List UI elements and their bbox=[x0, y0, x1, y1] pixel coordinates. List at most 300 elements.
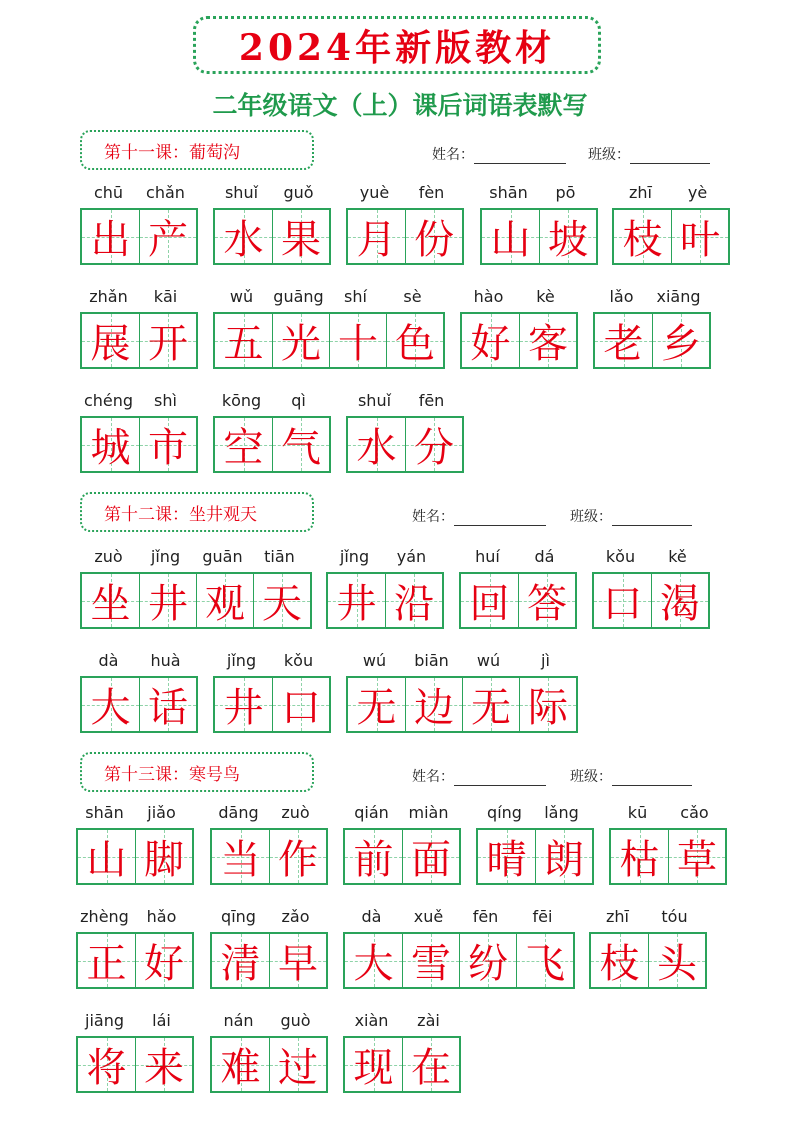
character-cell[interactable] bbox=[652, 314, 709, 367]
hanzi-character: 枝 bbox=[599, 941, 640, 987]
pinyin-row bbox=[76, 1008, 194, 1034]
pinyin: shuǐ bbox=[357, 391, 392, 410]
pinyin: shuǐ bbox=[224, 183, 259, 202]
character-cell[interactable] bbox=[78, 934, 135, 987]
pinyin-row bbox=[80, 544, 312, 570]
hanzi-character: 开 bbox=[148, 321, 188, 367]
vocab-word bbox=[593, 284, 711, 369]
hanzi-character: 过 bbox=[278, 1045, 318, 1091]
tianzige-grid bbox=[76, 932, 194, 989]
hanzi-character: 口 bbox=[281, 685, 321, 731]
character-cell[interactable] bbox=[518, 574, 575, 627]
hanzi-character: 无 bbox=[471, 685, 511, 731]
character-cell[interactable] bbox=[135, 1038, 192, 1091]
pinyin-row bbox=[80, 180, 198, 206]
character-cell[interactable] bbox=[402, 830, 459, 883]
hanzi-character: 观 bbox=[205, 581, 245, 627]
word-row bbox=[0, 1008, 800, 1104]
pinyin-row bbox=[609, 800, 727, 826]
pinyin: wǔ bbox=[229, 287, 254, 306]
pinyin: guǒ bbox=[283, 183, 314, 202]
character-cell[interactable] bbox=[139, 418, 196, 471]
pinyin: lǎng bbox=[544, 803, 579, 822]
hanzi-character: 展 bbox=[90, 321, 131, 367]
character-cell[interactable] bbox=[139, 210, 196, 263]
character-cell[interactable] bbox=[328, 574, 385, 627]
tianzige-grid bbox=[213, 208, 331, 265]
hanzi-character: 雪 bbox=[411, 941, 451, 987]
class-field bbox=[570, 506, 692, 526]
character-cell[interactable] bbox=[272, 418, 329, 471]
character-cell[interactable] bbox=[459, 934, 516, 987]
hanzi-character: 当 bbox=[220, 837, 261, 883]
character-cell[interactable] bbox=[215, 418, 272, 471]
hanzi-character: 正 bbox=[86, 941, 127, 987]
pinyin-row bbox=[76, 800, 194, 826]
vocab-word bbox=[609, 800, 727, 885]
tianzige-grid bbox=[346, 416, 464, 473]
hanzi-character: 将 bbox=[86, 1045, 127, 1091]
vocab-word bbox=[76, 1008, 194, 1093]
name-field-label: 姓名： bbox=[432, 147, 474, 163]
character-cell[interactable] bbox=[348, 210, 405, 263]
class-field-blank[interactable] bbox=[630, 149, 710, 164]
pinyin: chǎn bbox=[146, 183, 185, 202]
hanzi-character: 空 bbox=[223, 425, 264, 471]
hanzi-character: 坡 bbox=[548, 217, 588, 263]
word-row bbox=[0, 180, 800, 276]
pinyin: wú bbox=[362, 651, 387, 670]
vocab-word bbox=[213, 648, 331, 733]
tianzige-grid bbox=[76, 1036, 194, 1093]
character-cell[interactable] bbox=[212, 830, 269, 883]
character-cell[interactable] bbox=[348, 678, 405, 731]
hanzi-character: 井 bbox=[336, 581, 377, 627]
hanzi-character: 朗 bbox=[544, 837, 584, 883]
hanzi-character: 无 bbox=[356, 685, 397, 731]
character-cell[interactable] bbox=[82, 678, 139, 731]
pinyin: chū bbox=[93, 183, 124, 202]
character-cell[interactable] bbox=[139, 314, 196, 367]
character-cell[interactable] bbox=[462, 314, 519, 367]
name-field bbox=[412, 766, 546, 786]
pinyin: kè bbox=[536, 287, 555, 306]
hanzi-character: 难 bbox=[220, 1045, 261, 1091]
hanzi-character: 五 bbox=[223, 321, 264, 367]
character-cell[interactable] bbox=[78, 1038, 135, 1091]
vocab-word bbox=[346, 388, 464, 473]
hanzi-character: 色 bbox=[395, 321, 435, 367]
pinyin: huí bbox=[475, 547, 500, 566]
vocab-word bbox=[210, 904, 328, 989]
pinyin: kě bbox=[668, 547, 687, 566]
character-cell[interactable] bbox=[405, 210, 462, 263]
pinyin: sè bbox=[403, 287, 422, 306]
vocab-word bbox=[80, 388, 198, 473]
character-cell[interactable] bbox=[405, 418, 462, 471]
pinyin-row bbox=[80, 388, 198, 414]
hanzi-character: 晴 bbox=[486, 837, 527, 883]
pinyin-row bbox=[80, 284, 198, 310]
vocab-word bbox=[76, 904, 194, 989]
hanzi-character: 大 bbox=[353, 941, 394, 987]
pinyin: dà bbox=[98, 651, 119, 670]
character-cell[interactable] bbox=[212, 934, 269, 987]
pinyin: xiāng bbox=[656, 287, 701, 306]
hanzi-character: 叶 bbox=[680, 217, 720, 263]
word-row bbox=[0, 388, 800, 484]
character-cell[interactable] bbox=[402, 1038, 459, 1091]
pinyin: lái bbox=[152, 1011, 171, 1030]
tianzige-grid bbox=[213, 416, 331, 473]
tianzige-grid bbox=[593, 312, 711, 369]
hanzi-character: 山 bbox=[86, 837, 127, 883]
pinyin: zhī bbox=[629, 183, 652, 202]
hanzi-character: 飞 bbox=[525, 941, 565, 987]
vocab-word bbox=[80, 284, 198, 369]
character-cell[interactable] bbox=[385, 574, 442, 627]
hanzi-character: 坐 bbox=[90, 581, 131, 627]
vocab-word bbox=[343, 1008, 461, 1093]
word-row bbox=[0, 904, 800, 1000]
hanzi-character: 份 bbox=[414, 217, 454, 263]
class-field-label: 班级： bbox=[570, 769, 612, 785]
word-row bbox=[0, 544, 800, 640]
character-cell[interactable] bbox=[269, 934, 326, 987]
character-cell[interactable] bbox=[269, 830, 326, 883]
pinyin-row bbox=[346, 180, 464, 206]
hanzi-character: 天 bbox=[262, 581, 302, 627]
character-cell[interactable] bbox=[82, 574, 139, 627]
character-cell[interactable] bbox=[272, 678, 329, 731]
vocab-word bbox=[326, 544, 444, 629]
hanzi-character: 话 bbox=[148, 685, 188, 731]
character-cell[interactable] bbox=[611, 830, 668, 883]
hanzi-character: 草 bbox=[677, 837, 717, 883]
character-cell[interactable] bbox=[402, 934, 459, 987]
pinyin: zhī bbox=[606, 907, 629, 926]
vocab-word bbox=[346, 180, 464, 265]
hanzi-character: 井 bbox=[223, 685, 264, 731]
pinyin-row bbox=[210, 1008, 328, 1034]
vocab-word bbox=[80, 544, 312, 629]
pinyin: wú bbox=[476, 651, 501, 670]
pinyin: fēi bbox=[532, 907, 553, 926]
character-cell[interactable] bbox=[519, 314, 576, 367]
hanzi-character: 十 bbox=[338, 321, 378, 367]
hanzi-character: 作 bbox=[278, 837, 318, 883]
pinyin-row bbox=[213, 180, 331, 206]
lesson-title: 第十二课：坐井观天 bbox=[80, 492, 314, 532]
pinyin: shān bbox=[489, 183, 528, 202]
pinyin: fēn bbox=[418, 391, 445, 410]
character-cell[interactable] bbox=[212, 1038, 269, 1091]
character-cell[interactable] bbox=[196, 574, 253, 627]
character-cell[interactable] bbox=[215, 314, 272, 367]
tianzige-grid bbox=[592, 572, 710, 629]
pinyin: yán bbox=[396, 547, 427, 566]
hanzi-character: 头 bbox=[657, 941, 697, 987]
tianzige-grid bbox=[476, 828, 594, 885]
pinyin: kāi bbox=[153, 287, 178, 306]
hanzi-character: 好 bbox=[470, 321, 511, 367]
vocab-word bbox=[213, 180, 331, 265]
hanzi-character: 好 bbox=[144, 941, 184, 987]
character-cell[interactable] bbox=[462, 678, 519, 731]
hanzi-character: 回 bbox=[469, 581, 510, 627]
tianzige-grid bbox=[80, 676, 198, 733]
pinyin-row bbox=[459, 544, 577, 570]
character-cell[interactable] bbox=[519, 678, 576, 731]
lesson-title: 第十一课：葡萄沟 bbox=[80, 130, 314, 170]
vocab-word bbox=[210, 1008, 328, 1093]
pinyin-row bbox=[480, 180, 598, 206]
tianzige-grid bbox=[76, 828, 194, 885]
pinyin: nán bbox=[223, 1011, 254, 1030]
pinyin-row bbox=[76, 904, 194, 930]
class-field-blank[interactable] bbox=[612, 771, 692, 786]
vocab-word bbox=[80, 648, 198, 733]
character-cell[interactable] bbox=[614, 210, 671, 263]
character-cell[interactable] bbox=[82, 210, 139, 263]
pinyin: guāng bbox=[273, 287, 324, 306]
pinyin-row bbox=[593, 284, 711, 310]
page-subtitle: 二年级语文（上）课后词语表默写 bbox=[212, 91, 588, 120]
character-cell[interactable] bbox=[516, 934, 573, 987]
pinyin-row bbox=[213, 284, 445, 310]
character-cell[interactable] bbox=[671, 210, 728, 263]
character-cell[interactable] bbox=[345, 1038, 402, 1091]
tianzige-grid bbox=[343, 828, 461, 885]
character-cell[interactable] bbox=[139, 678, 196, 731]
character-cell[interactable] bbox=[139, 574, 196, 627]
pinyin-row bbox=[80, 648, 198, 674]
vocab-word bbox=[80, 180, 198, 265]
title-frame bbox=[193, 16, 601, 74]
character-cell[interactable] bbox=[272, 210, 329, 263]
tianzige-grid bbox=[589, 932, 707, 989]
pinyin-row bbox=[346, 648, 578, 674]
character-cell[interactable] bbox=[648, 934, 705, 987]
pinyin-row bbox=[343, 904, 575, 930]
class-field-blank[interactable] bbox=[612, 511, 692, 526]
character-cell[interactable] bbox=[461, 574, 518, 627]
hanzi-character: 光 bbox=[281, 321, 321, 367]
pinyin: miàn bbox=[408, 803, 449, 822]
character-cell[interactable] bbox=[135, 934, 192, 987]
hanzi-character: 出 bbox=[90, 217, 131, 263]
pinyin: qì bbox=[291, 391, 306, 410]
hanzi-character: 渴 bbox=[660, 581, 700, 627]
pinyin: guān bbox=[202, 547, 243, 566]
hanzi-character: 井 bbox=[148, 581, 188, 627]
tianzige-grid bbox=[460, 312, 578, 369]
tianzige-grid bbox=[80, 572, 312, 629]
word-row bbox=[0, 284, 800, 380]
hanzi-character: 清 bbox=[220, 941, 261, 987]
hanzi-character: 水 bbox=[223, 217, 264, 263]
vocab-word bbox=[589, 904, 707, 989]
pinyin: qián bbox=[354, 803, 389, 822]
pinyin: hào bbox=[473, 287, 504, 306]
pinyin: kū bbox=[627, 803, 648, 822]
hanzi-character: 边 bbox=[414, 685, 454, 731]
pinyin-row bbox=[460, 284, 578, 310]
tianzige-grid bbox=[343, 932, 575, 989]
character-cell[interactable] bbox=[269, 1038, 326, 1091]
hanzi-character: 城 bbox=[90, 425, 131, 471]
hanzi-character: 枝 bbox=[622, 217, 663, 263]
character-cell[interactable] bbox=[253, 574, 310, 627]
pinyin: jiāng bbox=[85, 1011, 124, 1030]
hanzi-character: 现 bbox=[353, 1045, 394, 1091]
character-cell[interactable] bbox=[668, 830, 725, 883]
vocab-word bbox=[343, 800, 461, 885]
vocab-word bbox=[459, 544, 577, 629]
tianzige-grid bbox=[213, 312, 445, 369]
character-cell[interactable] bbox=[78, 830, 135, 883]
pinyin: zài bbox=[417, 1011, 440, 1030]
pinyin: jǐng bbox=[339, 547, 370, 566]
pinyin: qīng bbox=[221, 907, 256, 926]
class-field-label: 班级： bbox=[588, 147, 630, 163]
character-cell[interactable] bbox=[591, 934, 648, 987]
pinyin: biān bbox=[414, 651, 449, 670]
vocab-word bbox=[343, 904, 575, 989]
pinyin: zuò bbox=[281, 803, 310, 822]
character-cell[interactable] bbox=[82, 314, 139, 367]
character-cell[interactable] bbox=[135, 830, 192, 883]
pinyin: hǎo bbox=[146, 907, 177, 926]
pinyin: jiǎo bbox=[147, 803, 176, 822]
tianzige-grid bbox=[480, 208, 598, 265]
tianzige-grid bbox=[210, 932, 328, 989]
page-title: 2024年新版教材 bbox=[238, 26, 556, 69]
hanzi-character: 际 bbox=[528, 685, 568, 731]
tianzige-grid bbox=[459, 572, 577, 629]
hanzi-character: 口 bbox=[602, 581, 643, 627]
character-cell[interactable] bbox=[482, 210, 539, 263]
pinyin: dāng bbox=[218, 803, 259, 822]
hanzi-character: 枯 bbox=[619, 837, 660, 883]
character-cell[interactable] bbox=[651, 574, 708, 627]
name-field-blank[interactable] bbox=[474, 149, 566, 164]
tianzige-grid bbox=[609, 828, 727, 885]
character-cell[interactable] bbox=[539, 210, 596, 263]
hanzi-character: 分 bbox=[414, 425, 454, 471]
pinyin-row bbox=[210, 904, 328, 930]
name-field-blank[interactable] bbox=[454, 771, 546, 786]
hanzi-character: 脚 bbox=[144, 837, 184, 883]
pinyin: huà bbox=[150, 651, 181, 670]
class-field bbox=[570, 766, 692, 786]
character-cell[interactable] bbox=[348, 418, 405, 471]
pinyin: shì bbox=[154, 391, 177, 410]
pinyin: chéng bbox=[83, 391, 134, 410]
hanzi-character: 月 bbox=[356, 217, 397, 263]
pinyin-row bbox=[213, 648, 331, 674]
name-field bbox=[432, 144, 566, 164]
character-cell[interactable] bbox=[215, 678, 272, 731]
tianzige-grid bbox=[346, 676, 578, 733]
tianzige-grid bbox=[80, 208, 198, 265]
pinyin: shān bbox=[85, 803, 124, 822]
pinyin: fēn bbox=[472, 907, 499, 926]
hanzi-character: 早 bbox=[278, 941, 318, 987]
hanzi-character: 面 bbox=[411, 837, 451, 883]
pinyin: yè bbox=[687, 183, 708, 202]
vocab-word bbox=[76, 800, 194, 885]
hanzi-character: 答 bbox=[527, 581, 567, 627]
pinyin: kǒu bbox=[605, 547, 636, 566]
hanzi-character: 气 bbox=[281, 425, 321, 471]
name-field-blank[interactable] bbox=[454, 511, 546, 526]
vocab-word bbox=[213, 388, 331, 473]
pinyin-row bbox=[346, 388, 464, 414]
character-cell[interactable] bbox=[82, 418, 139, 471]
pinyin: jǐng bbox=[150, 547, 181, 566]
character-cell[interactable] bbox=[405, 678, 462, 731]
name-field-label: 姓名： bbox=[412, 769, 454, 785]
vocab-word bbox=[592, 544, 710, 629]
character-cell[interactable] bbox=[345, 934, 402, 987]
character-cell[interactable] bbox=[386, 314, 443, 367]
pinyin-row bbox=[476, 800, 594, 826]
tianzige-grid bbox=[346, 208, 464, 265]
pinyin-row bbox=[213, 388, 331, 414]
hanzi-character: 果 bbox=[281, 217, 321, 263]
pinyin-row bbox=[210, 800, 328, 826]
pinyin: dà bbox=[361, 907, 382, 926]
tianzige-grid bbox=[343, 1036, 461, 1093]
character-cell[interactable] bbox=[478, 830, 535, 883]
pinyin-row bbox=[343, 800, 461, 826]
vocab-word bbox=[460, 284, 578, 369]
hanzi-character: 大 bbox=[90, 685, 131, 731]
pinyin: fèn bbox=[418, 183, 445, 202]
word-row bbox=[0, 800, 800, 896]
class-field-label: 班级： bbox=[570, 509, 612, 525]
name-field-label: 姓名： bbox=[412, 509, 454, 525]
character-cell[interactable] bbox=[535, 830, 592, 883]
character-cell[interactable] bbox=[272, 314, 329, 367]
hanzi-character: 来 bbox=[144, 1045, 184, 1091]
pinyin: guò bbox=[280, 1011, 311, 1030]
pinyin: pō bbox=[555, 183, 576, 202]
character-cell[interactable] bbox=[594, 574, 651, 627]
pinyin: shí bbox=[344, 287, 367, 306]
vocab-word bbox=[213, 284, 445, 369]
pinyin: xiàn bbox=[354, 1011, 389, 1030]
hanzi-character: 客 bbox=[528, 321, 568, 367]
pinyin: jì bbox=[541, 651, 550, 670]
hanzi-character: 山 bbox=[490, 217, 531, 263]
hanzi-character: 水 bbox=[356, 425, 397, 471]
pinyin: zuò bbox=[94, 547, 123, 566]
pinyin: xuě bbox=[413, 907, 444, 926]
character-cell[interactable] bbox=[345, 830, 402, 883]
pinyin: kǒu bbox=[283, 651, 314, 670]
pinyin: tiān bbox=[264, 547, 295, 566]
character-cell[interactable] bbox=[329, 314, 386, 367]
pinyin: zǎo bbox=[281, 907, 310, 926]
character-cell[interactable] bbox=[215, 210, 272, 263]
lesson-title: 第十三课：寒号鸟 bbox=[80, 752, 314, 792]
vocab-word bbox=[480, 180, 598, 265]
pinyin: cǎo bbox=[680, 803, 709, 822]
character-cell[interactable] bbox=[595, 314, 652, 367]
hanzi-character: 沿 bbox=[394, 581, 434, 627]
